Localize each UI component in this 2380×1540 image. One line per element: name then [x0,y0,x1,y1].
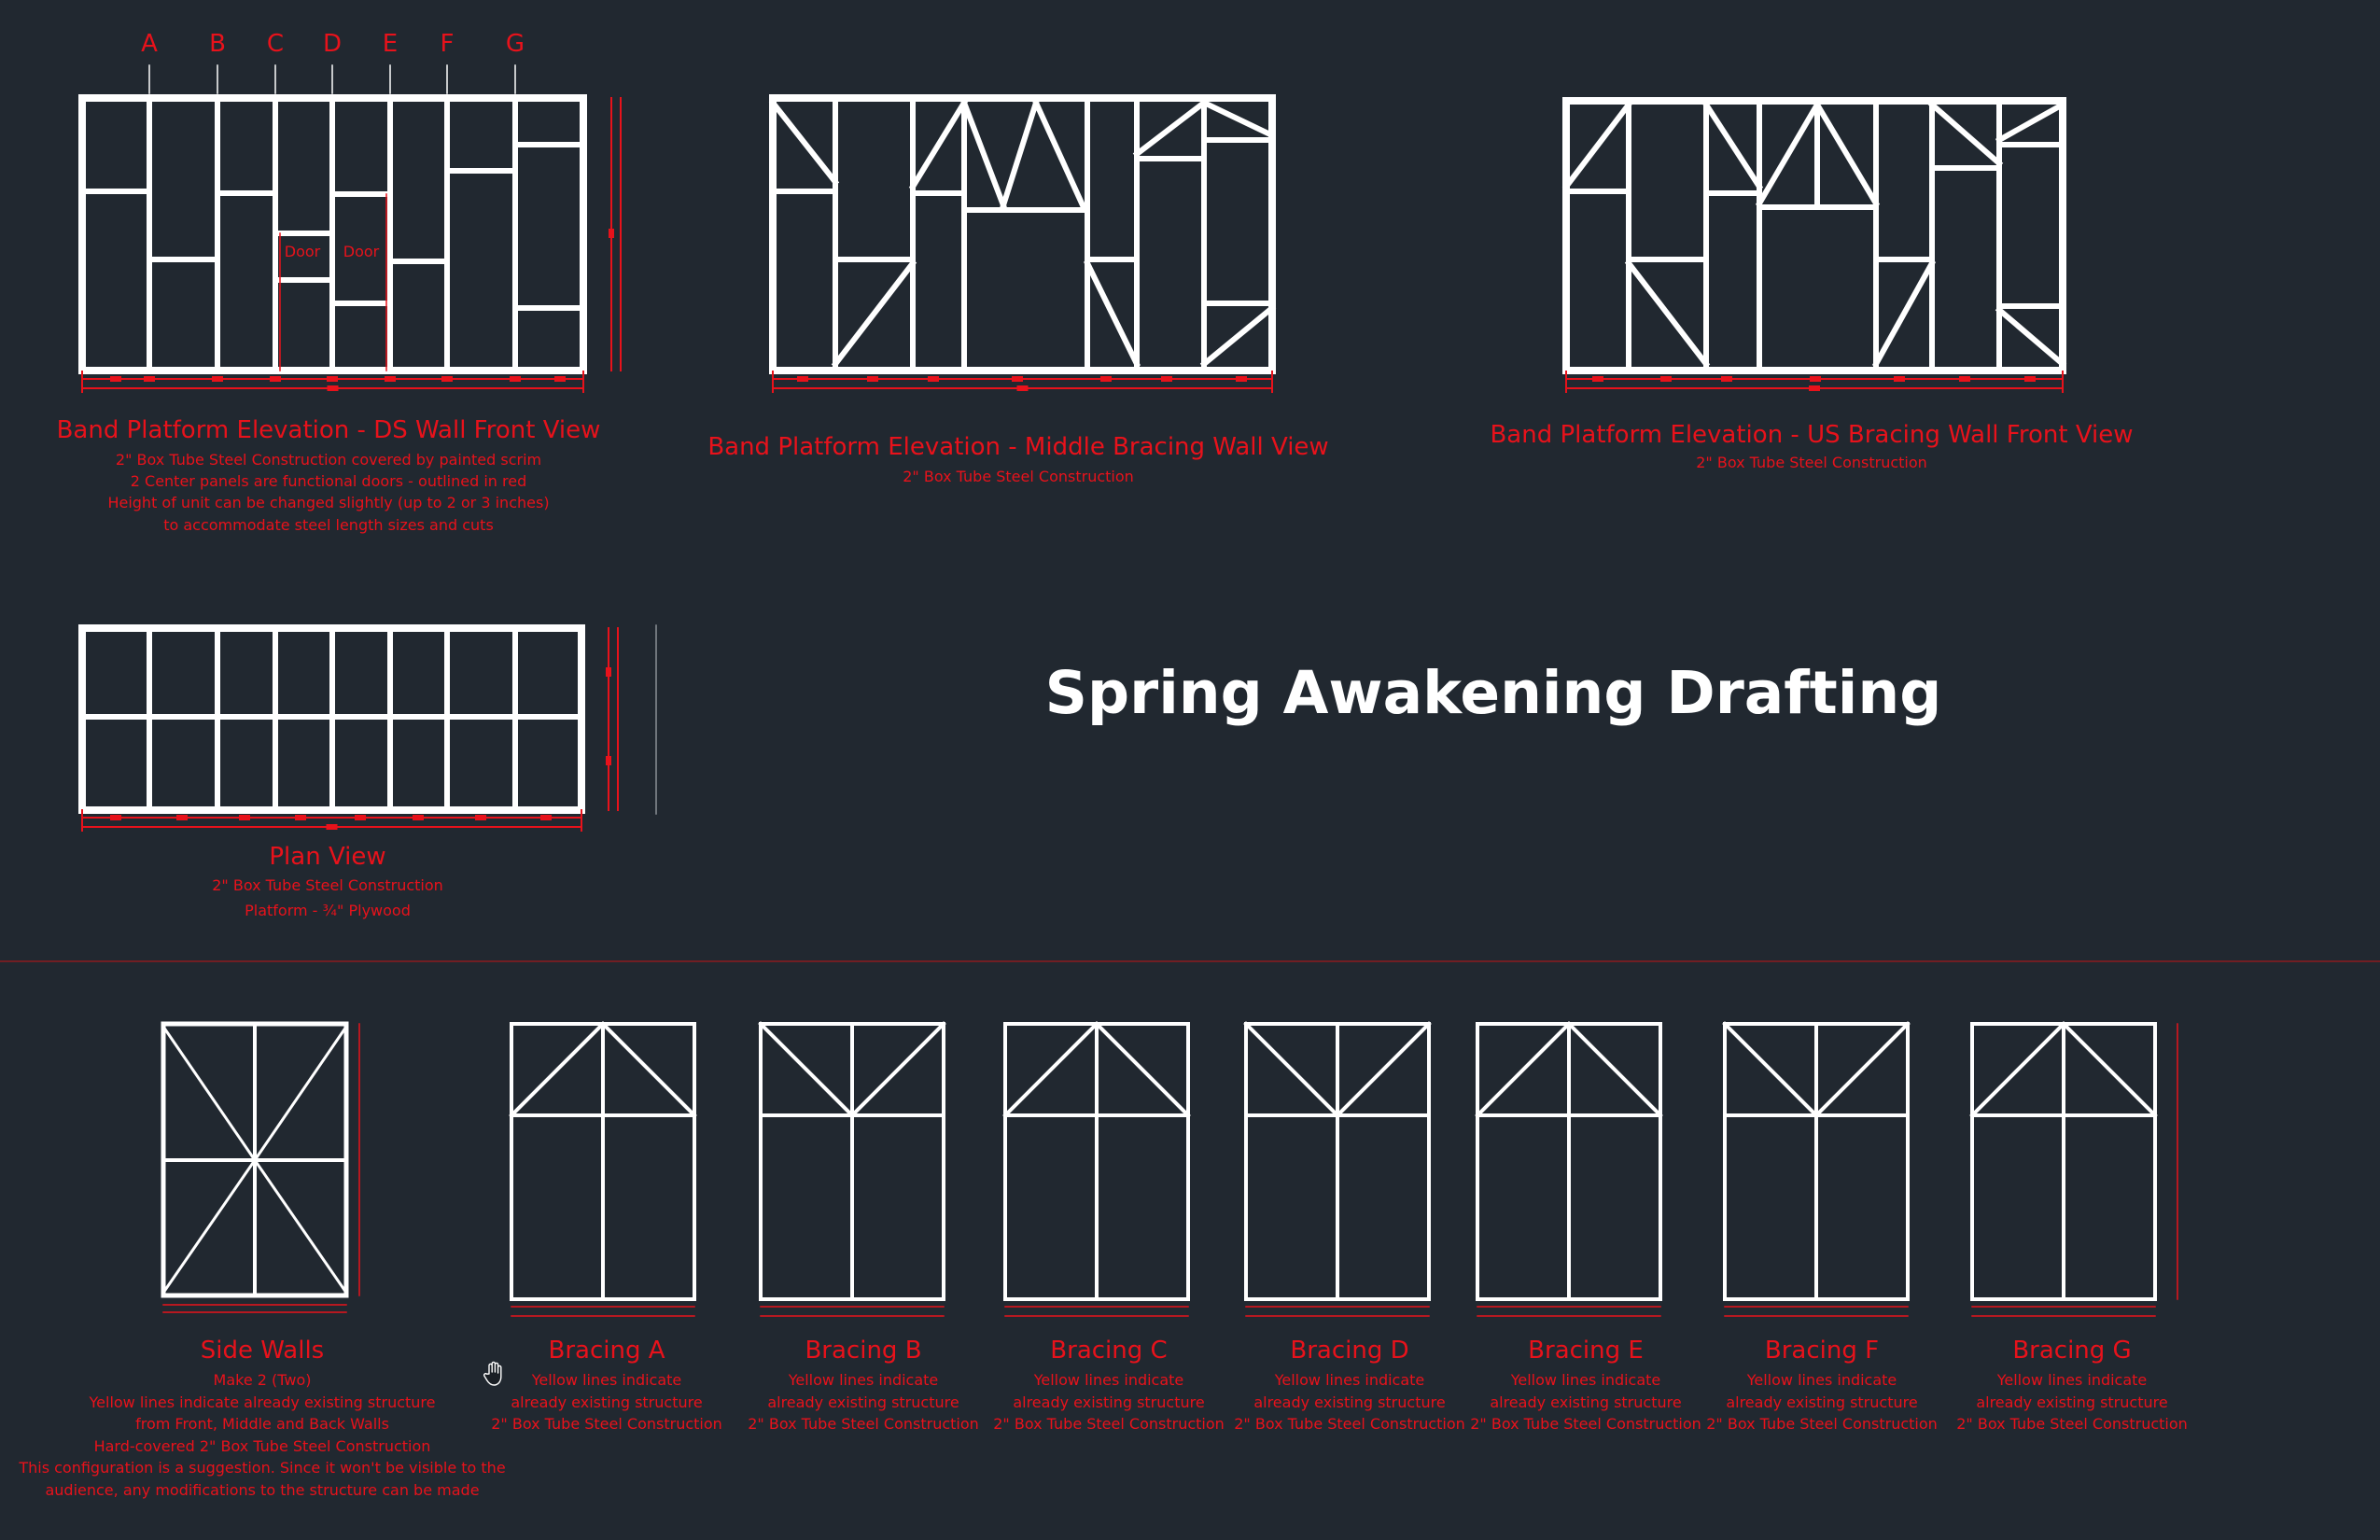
ds-wall-note-3: Height of unit can be changed slightly (up to 2 or 3 inches) [107,494,550,511]
dimension-marker [110,376,121,382]
bracing-b-note-3: 2" Box Tube Steel Construction [748,1415,979,1433]
door-label-left: Door [284,243,321,260]
bracing-brace [1972,1024,2064,1115]
dimension-marker [176,815,188,820]
bracing-brace [1097,1024,1188,1115]
side-walls-note-2: Yellow lines indicate already existing structure [89,1393,436,1411]
bracing-f-note-1: Yellow lines indicate [1746,1371,1897,1389]
dimension-marker [144,376,155,382]
dimension-marker [110,815,121,820]
bracing-brace [603,1024,694,1115]
bracing-brace [1477,1024,1569,1115]
dimension-marker [475,815,486,820]
ds-wall-note-4: to accommodate steel length sizes and cuts [163,516,494,534]
bracing-a-title: Bracing A [548,1337,665,1365]
us-wall-brace [1759,105,1817,203]
grid-label-d: D [322,30,343,58]
dimension-marker [510,376,521,382]
bracing-e-note-1: Yellow lines indicate [1510,1371,1661,1389]
bracing-brace [1337,1024,1429,1115]
us-wall-note-1: 2" Box Tube Steel Construction [1696,454,1927,471]
middle-wall-title: Band Platform Elevation - Middle Bracing Wall View [707,433,1329,461]
bracing-a-note-2: already existing structure [511,1393,703,1411]
bracing-d-note-2: already existing structure [1253,1393,1446,1411]
plan-view-note-1: 2" Box Tube Steel Construction [212,876,443,894]
side-wall-brace [163,1160,255,1293]
side-walls-drawing [163,1024,359,1312]
bracing-d-note-1: Yellow lines indicate [1274,1371,1425,1389]
middle-wall-note-1: 2" Box Tube Steel Construction [903,468,1134,485]
hand-cursor-icon [483,1361,507,1387]
bracing-brace [2064,1024,2155,1115]
dimension-marker [385,376,396,382]
side-walls-title: Side Walls [200,1337,325,1365]
grid-label-c: C [266,30,285,58]
dimension-marker [1236,376,1247,382]
bracing-g-note-1: Yellow lines indicate [1996,1371,2148,1389]
dimension-marker [606,667,611,677]
dimension-marker [327,824,338,830]
bracing-d-note-3: 2" Box Tube Steel Construction [1234,1415,1465,1433]
bracing-brace [761,1024,852,1115]
grid-label-a: A [141,30,158,58]
dimension-marker [355,815,366,820]
us-wall-brace [1629,263,1706,364]
dimension-marker [1592,376,1603,382]
dimension-marker [1810,376,1821,382]
bracing-a-note-3: 2" Box Tube Steel Construction [491,1415,722,1433]
middle-wall-brace [835,263,913,364]
bracing-b-note-1: Yellow lines indicate [788,1371,939,1389]
ds-wall-note-1: 2" Box Tube Steel Construction covered by painted scrim [115,451,542,469]
middle-bracing-wall-elevation [773,98,1272,392]
middle-wall-brace [1036,103,1083,205]
dimension-marker [540,815,552,820]
us-wall-title: Band Platform Elevation - US Bracing Wall Front View [1490,421,2134,449]
ds-wall-note-2: 2 Center panels are functional doors - outlined in red [130,472,527,490]
middle-wall-brace [1204,308,1272,364]
bracing-c-title: Bracing C [1050,1337,1168,1365]
bracing-b-note-2: already existing structure [767,1393,959,1411]
us-wall-brace [1817,105,1876,203]
dimension-marker [554,376,566,382]
ds-wall-title: Band Platform Elevation - DS Wall Front View [56,416,601,444]
dimension-marker [441,376,453,382]
dimension-marker [1894,376,1905,382]
dimension-marker [1100,376,1112,382]
bracing-f-title: Bracing F [1764,1337,1880,1365]
us-bracing-wall-elevation [1566,101,2063,392]
side-walls-note-3: from Front, Middle and Back Walls [135,1415,389,1433]
bracing-brace [1246,1024,1337,1115]
side-walls-note-4: Hard-covered 2" Box Tube Steel Construction [93,1437,431,1455]
dimension-marker [1161,376,1172,382]
middle-wall-brace [1003,103,1036,205]
dimension-marker [239,815,250,820]
middle-wall-brace [1087,263,1137,364]
bracing-e-note-2: already existing structure [1490,1393,1682,1411]
dimension-marker [1721,376,1732,382]
dimension-marker [609,229,614,238]
ds-wall-elevation [82,65,621,392]
middle-wall-brace [913,103,964,187]
bracing-brace [1725,1024,1816,1115]
side-walls-note-1: Make 2 (Two) [213,1371,312,1389]
bracing-f-note-2: already existing structure [1726,1393,1918,1411]
side-wall-brace [163,1027,255,1160]
bracing-a-note-1: Yellow lines indicate [531,1371,682,1389]
dimension-marker [328,385,339,391]
bracing-brace [511,1024,603,1115]
dimension-marker [867,376,878,382]
bracing-c-note-3: 2" Box Tube Steel Construction [993,1415,1225,1433]
side-walls-note-5: This configuration is a suggestion. Since it won't be visible to the [19,1459,506,1477]
bracing-g-title: Bracing G [2012,1337,2132,1365]
bracing-g-note-3: 2" Box Tube Steel Construction [1956,1415,2188,1433]
dimension-marker [797,376,808,382]
bracing-d-title: Bracing D [1290,1337,1409,1365]
us-wall-brace [1999,310,2063,364]
dimension-marker [1017,385,1029,391]
bracing-panels [511,1024,2177,1316]
dimension-marker [1809,385,1820,391]
bracing-b-title: Bracing B [805,1337,922,1365]
door-label-right: Door [343,243,380,260]
dimension-marker [295,815,306,820]
bracing-brace [852,1024,944,1115]
grid-label-f: F [440,30,455,58]
drawing-title: Spring Awakening Drafting [1044,659,1942,727]
side-wall-brace [255,1160,346,1293]
dimension-marker [327,376,338,382]
grid-label-e: E [382,30,399,58]
bracing-e-note-3: 2" Box Tube Steel Construction [1470,1415,1701,1433]
plan-view-title: Plan View [269,843,386,871]
bracing-brace [1005,1024,1097,1115]
dimension-marker [606,756,611,765]
us-wall-brace [1566,105,1629,187]
dimension-marker [2024,376,2036,382]
us-wall-brace [1932,105,1999,163]
us-wall-brace [1999,105,2063,140]
bracing-c-note-2: already existing structure [1013,1393,1205,1411]
bracing-f-note-3: 2" Box Tube Steel Construction [1706,1415,1938,1433]
bracing-brace [1569,1024,1660,1115]
grid-label-b: B [209,30,226,58]
plan-view-note-2: Platform - ¾" Plywood [245,902,411,919]
dimension-marker [270,376,281,382]
dimension-marker [1012,376,1023,382]
middle-wall-brace [773,103,835,182]
bracing-c-note-1: Yellow lines indicate [1033,1371,1184,1389]
dimension-marker [1660,376,1672,382]
bracing-brace [1816,1024,1908,1115]
middle-wall-brace [1137,103,1204,154]
middle-wall-brace [1204,103,1272,135]
plan-view-drawing [82,625,656,831]
middle-wall-brace [964,103,1003,205]
us-wall-brace [1876,263,1932,364]
dimension-marker [1959,376,1970,382]
bracing-e-title: Bracing E [1528,1337,1644,1365]
grid-label-g: G [505,30,525,58]
dimension-marker [413,815,424,820]
side-wall-brace [255,1027,346,1160]
bracing-g-note-2: already existing structure [1976,1393,2168,1411]
side-walls-note-6: audience, any modifications to the structure can be made [45,1481,480,1499]
us-wall-brace [1706,105,1759,187]
dimension-marker [928,376,939,382]
dimension-marker [212,376,223,382]
